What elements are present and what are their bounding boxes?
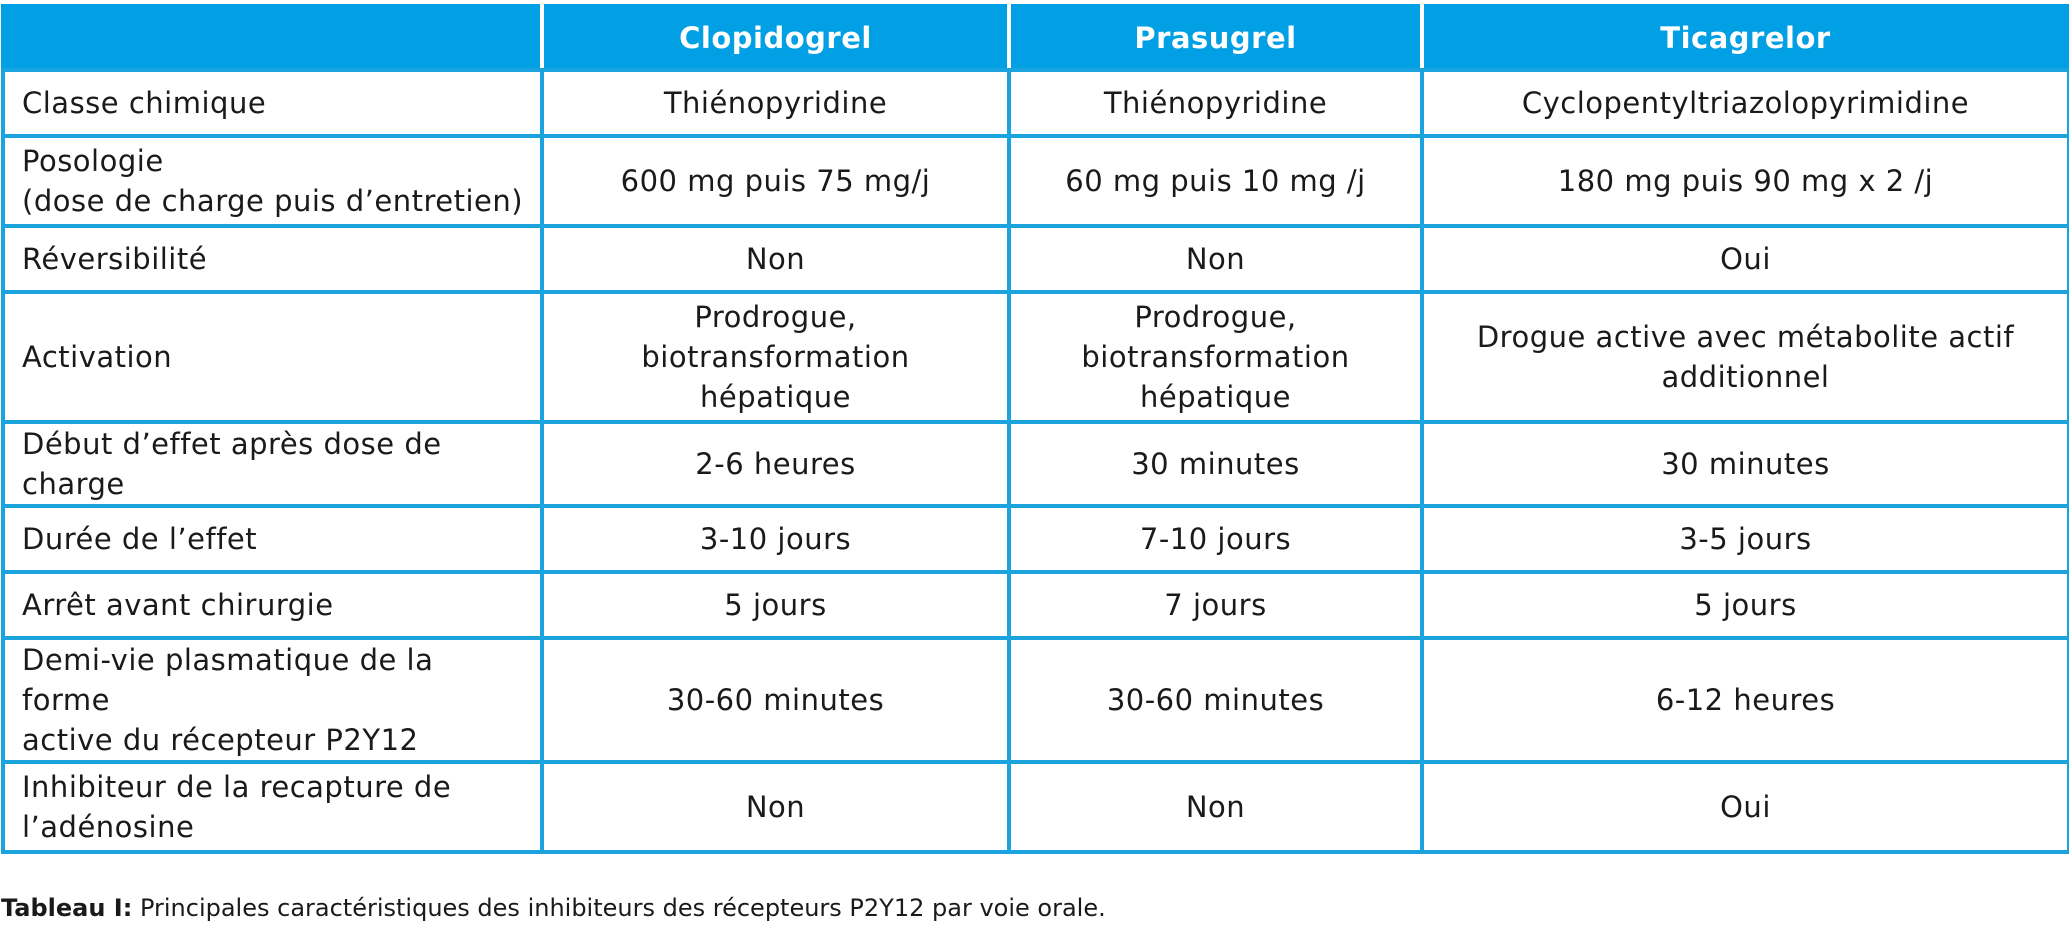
table-row-demi-vie: [3, 638, 2069, 762]
table-row-activation: [3, 292, 2069, 422]
table-row-posologie: [3, 136, 2069, 226]
cell-line: 5 jours: [724, 588, 827, 622]
table-row-reversibilite: [3, 226, 2069, 292]
cell-line: Oui: [1720, 790, 1771, 824]
cell-line: Non: [1185, 790, 1246, 824]
cell-ticagrelor: [1422, 70, 2069, 136]
cell-prasugrel: [1009, 762, 1422, 852]
row-label-line: Arrêt avant chirurgie: [22, 588, 334, 622]
cell-ticagrelor: [1422, 762, 2069, 852]
table-row-debut-effet: [3, 422, 2069, 506]
row-label: [3, 572, 542, 638]
cell-prasugrel: [1009, 572, 1422, 638]
table-caption: [1, 893, 1106, 923]
cell-clopidogrel: [542, 226, 1009, 292]
cell-line: hépatique: [700, 380, 851, 414]
cell-ticagrelor: [1422, 226, 2069, 292]
row-label-line: (dose de charge puis d’entretien): [22, 184, 524, 218]
row-label: [3, 292, 542, 422]
row-label-line: l’adénosine: [22, 810, 195, 844]
caption-label: Tableau I:: [1, 894, 133, 922]
cell-prasugrel: [1009, 422, 1422, 506]
row-label: [3, 422, 542, 506]
header-cell-ticagrelor: Ticagrelor: [1422, 6, 2069, 70]
cell-line: 5 jours: [1694, 588, 1797, 622]
header-cell-prasugrel: Prasugrel: [1009, 6, 1422, 70]
cell-line: Non: [745, 242, 806, 276]
row-label: [3, 136, 542, 226]
cell-prasugrel: [1009, 292, 1422, 422]
table-row-arret-chirurgie: [3, 572, 2069, 638]
row-label-line: Début d’effet après dose de charge: [22, 427, 442, 501]
row-label: [3, 762, 542, 852]
cell-line: 3-5 jours: [1679, 522, 1812, 556]
cell-ticagrelor: [1422, 506, 2069, 572]
table-row-classe-chimique: [3, 70, 2069, 136]
cell-line: Oui: [1720, 242, 1771, 276]
cell-line: Cyclopentyltriazolopyrimidine: [1521, 86, 1970, 120]
row-label-line: Classe chimique: [22, 86, 267, 120]
cell-clopidogrel: [542, 638, 1009, 762]
cell-ticagrelor: [1422, 136, 2069, 226]
table-row-duree-effet: [3, 506, 2069, 572]
cell-prasugrel: [1009, 70, 1422, 136]
cell-line: 30 minutes: [1131, 447, 1300, 481]
cell-line: Drogue active avec métabolite actif: [1476, 320, 2015, 354]
cell-line: 7 jours: [1164, 588, 1267, 622]
cell-clopidogrel: [542, 422, 1009, 506]
cell-line: Prodrogue,: [1134, 300, 1297, 334]
cell-line: 60 mg puis 10 mg /j: [1065, 164, 1366, 198]
cell-clopidogrel: [542, 292, 1009, 422]
row-label: [3, 226, 542, 292]
header-row: [3, 6, 2069, 70]
header-cell-empty: [3, 6, 542, 70]
cell-prasugrel: [1009, 506, 1422, 572]
cell-ticagrelor: [1422, 572, 2069, 638]
cell-line: 2-6 heures: [695, 447, 856, 481]
row-label-line: Activation: [22, 340, 173, 374]
cell-line: 6-12 heures: [1655, 683, 1836, 717]
cell-line: 30 minutes: [1661, 447, 1830, 481]
cell-line: 30-60 minutes: [666, 683, 885, 717]
cell-line: 30-60 minutes: [1106, 683, 1325, 717]
cell-line: 180 mg puis 90 mg x 2 /j: [1557, 164, 1934, 198]
cell-clopidogrel: [542, 572, 1009, 638]
cell-clopidogrel: [542, 70, 1009, 136]
row-label-line: active du récepteur P2Y12: [22, 723, 419, 757]
table-row-inhibiteur-recapture: [3, 762, 2069, 852]
cell-line: additionnel: [1661, 360, 1830, 394]
cell-prasugrel: [1009, 226, 1422, 292]
row-label-line: Réversibilité: [22, 242, 208, 276]
header-cell-clopidogrel: Clopidogrel: [542, 6, 1009, 70]
cell-line: Thiénopyridine: [663, 86, 888, 120]
cell-line: Thiénopyridine: [1103, 86, 1328, 120]
cell-line: biotransformation: [641, 340, 910, 374]
row-label: [3, 70, 542, 136]
row-label: [3, 638, 542, 762]
cell-prasugrel: [1009, 136, 1422, 226]
cell-line: hépatique: [1140, 380, 1291, 414]
cell-ticagrelor: [1422, 422, 2069, 506]
p2y12-comparison-table: [1, 4, 2069, 854]
caption-text: Principales caractéristiques des inhibiteurs des récepteurs P2Y12 par voie orale.: [132, 894, 1106, 922]
cell-clopidogrel: [542, 506, 1009, 572]
row-label-line: Inhibiteur de la recapture de: [22, 770, 452, 804]
cell-ticagrelor: [1422, 292, 2069, 422]
row-label-line: Durée de l’effet: [22, 522, 258, 556]
row-label: [3, 506, 542, 572]
cell-line: biotransformation: [1081, 340, 1350, 374]
cell-line: Non: [1185, 242, 1246, 276]
cell-clopidogrel: [542, 762, 1009, 852]
row-label-line: Posologie: [22, 144, 164, 178]
cell-ticagrelor: [1422, 638, 2069, 762]
cell-line: 3-10 jours: [699, 522, 852, 556]
cell-clopidogrel: [542, 136, 1009, 226]
cell-prasugrel: [1009, 638, 1422, 762]
cell-line: Prodrogue,: [694, 300, 857, 334]
cell-line: Non: [745, 790, 806, 824]
cell-line: 7-10 jours: [1139, 522, 1292, 556]
cell-line: 600 mg puis 75 mg/j: [620, 164, 931, 198]
row-label-line: Demi-vie plasmatique de la forme: [22, 643, 434, 717]
